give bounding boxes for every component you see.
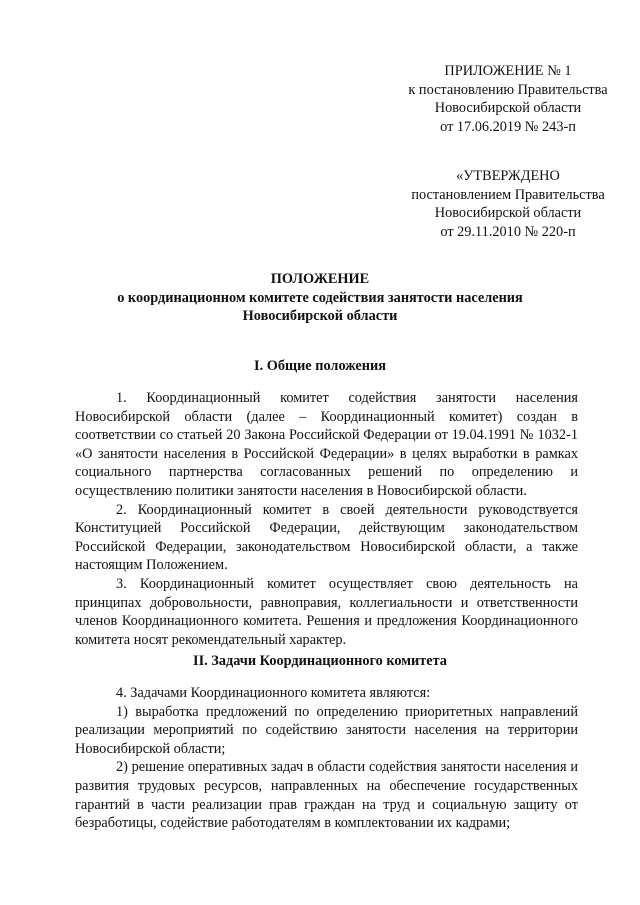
paragraph-1: 1. Координационный комитет содействия занятости населения Новосибирской области (далее – Координационный комитет) создан в соответствии со статьей 20 Закона Российской Федерации от 19.04.1991 № 1032-1 «О занятости населения в Российской Федерации» в целях выработки в рамках социального партнерства согласованных решений по определению и осуществлению политики занятости населения в Новосибирской области.	[75, 390, 578, 499]
paragraph-2: 2. Координационный комитет в своей деятельности руководствуется Конституцией Российской Федерации, действующим законодательством Российской Федерации, законодательством Новосибирской области, а также настоящим Положением.	[75, 501, 578, 574]
section-2-heading: II. Задачи Координационного комитета	[193, 653, 447, 669]
section-1-body	[75, 389, 578, 649]
annex-authority: Новосибирской области	[434, 100, 582, 117]
title-line-3: Новосибирской области	[242, 308, 398, 325]
paragraph-4-item-2: 2) решение оперативных задач в области содействия занятости населения и развития трудовых ресурсов, направленных на обеспечение государственных гарантий в части реализации прав граждан на труд и социальную защиту от безработицы, содействие работодателям в комплектовании их кадрами;	[75, 759, 578, 832]
annex-date: от 17.06.2019 № 243-п	[440, 118, 576, 135]
paragraph-4: 4. Задачами Координационного комитета являются:	[116, 685, 431, 701]
paragraph-3: 3. Координационный комитет осуществляет свою деятельность на принципах добровольности, равноправия, коллегиальности и ответственности членов Координационного комитета. Решения и предложения Координационного комитета носят рекомендательный характер.	[75, 575, 578, 648]
approved-date: от 29.11.2010 № 220-п	[440, 223, 576, 240]
approved-stamp	[378, 167, 638, 241]
document-title	[75, 270, 565, 326]
approved-title: «УТВЕРЖДЕНО	[456, 168, 560, 184]
annex-title: ПРИЛОЖЕНИЕ № 1	[444, 63, 572, 79]
paragraph-4-item-1: 1) выработка предложений по определению приоритетных направлений реализации мероприятий по содействию занятости населения на территории Новосибирской области;	[75, 703, 578, 757]
title-line-1: ПОЛОЖЕНИЕ	[270, 271, 370, 287]
title-line-2: о координационном комитете содействия занятости населения	[117, 289, 523, 306]
annex-stamp	[378, 62, 638, 136]
section-2-body	[75, 684, 578, 833]
annex-ref: к постановлению Правительства	[408, 81, 608, 98]
section-1-heading: I. Общие положения	[254, 358, 386, 374]
approved-ref: постановлением Правительства	[411, 186, 605, 203]
approved-authority: Новосибирской области	[434, 205, 582, 222]
